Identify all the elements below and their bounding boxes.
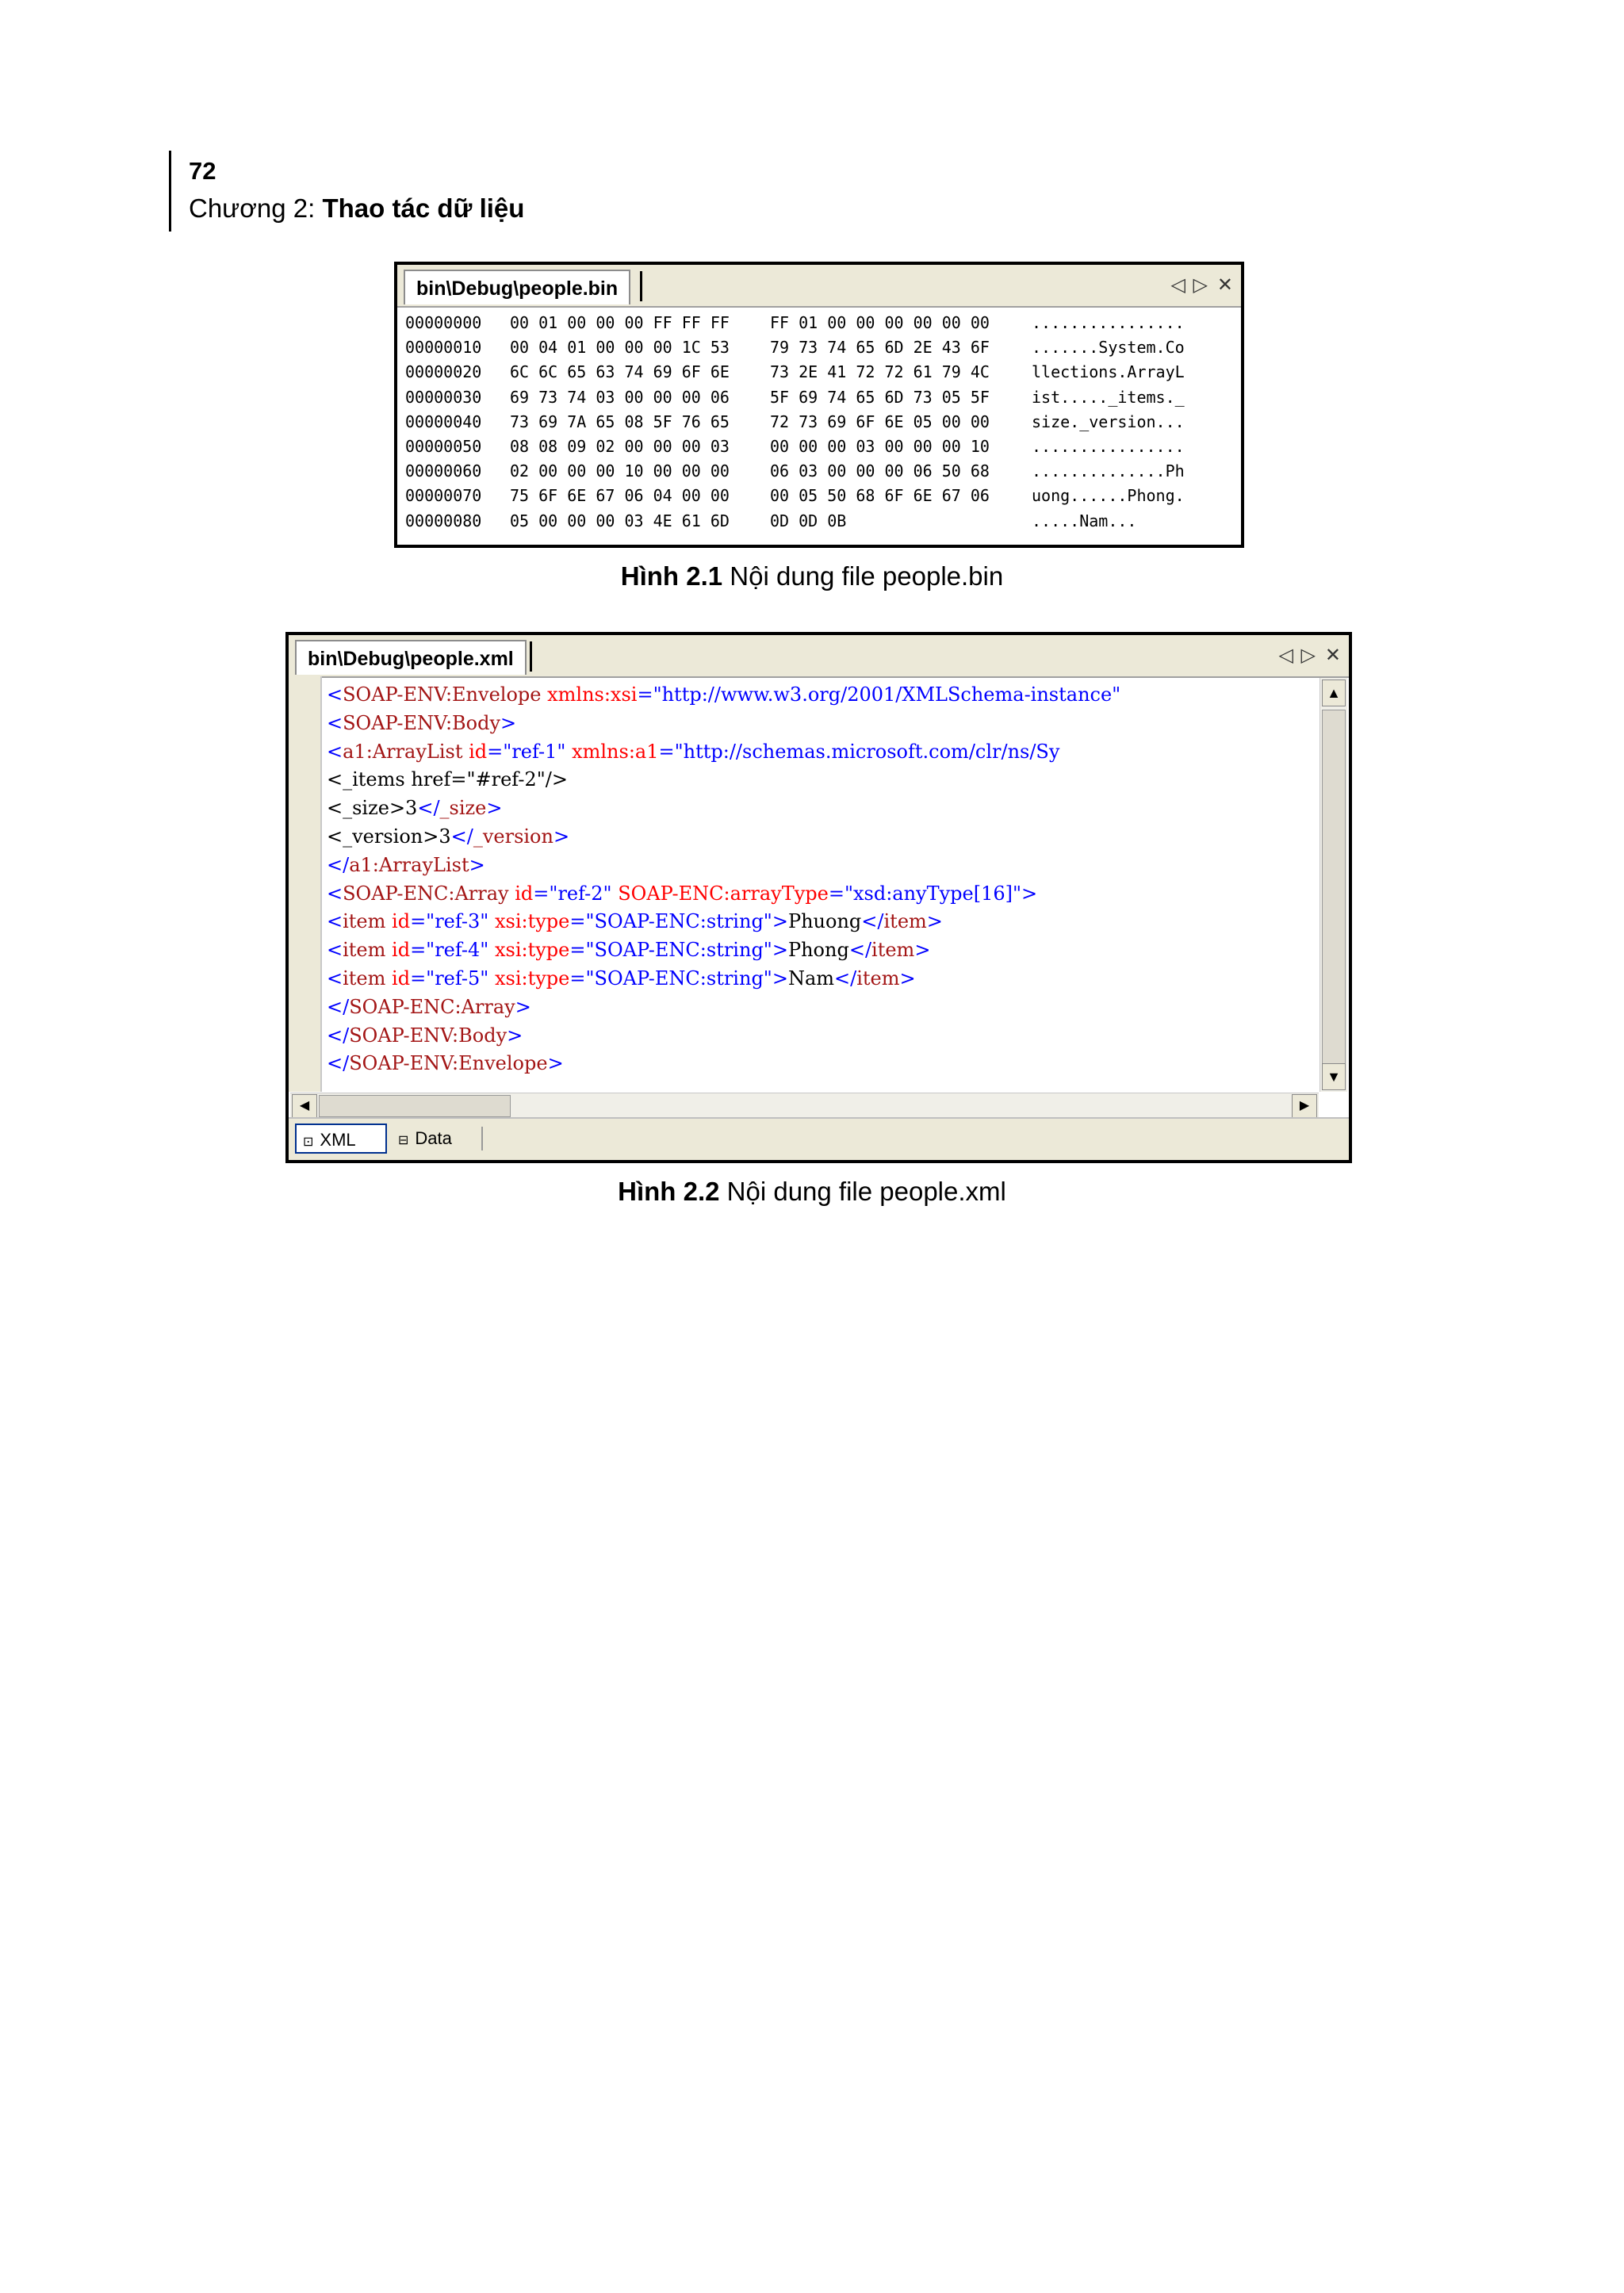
chapter-heading [189,193,524,224]
hex-address: 00000050 [405,437,482,456]
hex-address: 00000010 [405,338,482,358]
code-line: </SOAP-ENV:Body> [327,1024,523,1047]
hex-address: 00000030 [405,387,482,407]
code-line: <_version>3</_version> [327,825,570,848]
close-icon[interactable]: ✕ [1216,274,1233,296]
scroll-left-icon[interactable]: ◁ [1170,274,1185,296]
hex-address: 00000040 [405,412,482,431]
hex-bytes: 00 00 00 03 00 00 00 10 [770,437,990,456]
close-icon[interactable]: ✕ [1324,645,1341,666]
hex-address: 00000080 [405,511,482,530]
hex-bytes: 02 00 00 00 10 00 00 00 [510,461,730,481]
xml-view-icon: ⊡ [303,1135,314,1149]
hex-bytes: 05 00 00 00 03 4E 61 6D [510,511,730,530]
code-line: <SOAP-ENV:Envelope xmlns:xsi="http://www.w3.org/2001/XMLSchema-instance" [327,683,1121,706]
status-separator [481,1127,483,1150]
scroll-left-icon[interactable]: ◁ [1278,645,1293,666]
code-line: <_size>3</_size> [327,797,503,820]
scroll-up-icon[interactable]: ▲ [1322,679,1346,706]
hex-ascii: ..............Ph [1032,461,1185,481]
scroll-right-icon[interactable]: ▷ [1193,274,1208,296]
figure-2-text: Nội dung file people.xml [719,1177,1006,1206]
code-line: <SOAP-ENV:Body> [327,711,517,734]
figure-1-text: Nội dung file people.bin [722,561,1004,591]
hex-ascii: ................ [1032,313,1185,332]
code-line: <item id="ref-3" xsi:type="SOAP-ENC:string">Phuong</item> [327,910,943,933]
tab-separator [530,641,532,672]
view-switcher-bar [289,1117,1349,1160]
code-line: <_items href="#ref-2"/> [327,768,568,791]
tab-xml[interactable]: ⊡ XML [295,1124,387,1154]
hex-bytes: 6C 6C 65 63 74 69 6F 6E [510,362,730,382]
hex-bytes: 5F 69 74 65 6D 73 05 5F [770,387,990,407]
code-line: </a1:ArrayList> [327,853,485,876]
hex-bytes: FF 01 00 00 00 00 00 00 [770,313,990,332]
vertical-scrollbar[interactable] [1320,678,1347,1092]
hex-ascii: size._version... [1032,412,1185,431]
hex-ascii: uong......Phong. [1032,486,1185,506]
hex-bytes: 00 04 01 00 00 00 1C 53 [510,338,730,358]
hex-bytes: 75 6F 6E 67 06 04 00 00 [510,486,730,506]
figure-1-label: Hình 2.1 [620,561,723,591]
code-line: <item id="ref-5" xsi:type="SOAP-ENC:string">Nam</item> [327,967,916,990]
hex-view[interactable] [405,311,1233,540]
hex-address: 00000020 [405,362,482,382]
horizontal-scrollbar[interactable] [290,1093,1319,1119]
vertical-scroll-thumb[interactable] [1322,710,1346,1076]
scroll-down-icon[interactable]: ▼ [1322,1063,1346,1090]
figure-2-label: Hình 2.2 [618,1177,720,1206]
hex-bytes: 00 01 00 00 00 FF FF FF [510,313,730,332]
hex-bytes: 06 03 00 00 00 06 50 68 [770,461,990,481]
chapter-prefix: Chương 2: [189,193,323,223]
hex-address: 00000060 [405,461,482,481]
scroll-right-icon[interactable]: ▷ [1300,645,1316,666]
page-number: 72 [189,157,216,185]
scroll-right-arrow-icon[interactable]: ▶ [1292,1094,1317,1118]
code-line: </SOAP-ENC:Array> [327,995,531,1018]
tab-separator [640,271,642,301]
hex-ascii: llections.ArrayL [1032,362,1185,382]
hex-bytes: 73 2E 41 72 72 61 79 4C [770,362,990,382]
data-view-icon: ⊟ [398,1134,409,1147]
tab-data[interactable]: ⊟ Data [392,1124,479,1154]
xml-code-area[interactable] [327,681,1314,1085]
scroll-left-arrow-icon[interactable]: ◀ [292,1094,317,1118]
hex-ascii: .....Nam... [1032,511,1137,530]
hex-address: 00000000 [405,313,482,332]
hex-ascii: .......System.Co [1032,338,1185,358]
window-tab-strip [397,265,1241,308]
code-line: <SOAP-ENC:Array id="ref-2" SOAP-ENC:arrayType="xsd:anyType[16]"> [327,882,1038,905]
figure-2-caption [0,1177,1624,1207]
tab-people-bin[interactable]: bin\Debug\people.bin [404,270,630,304]
hex-editor-window [394,262,1244,548]
hex-ascii: ................ [1032,437,1185,456]
code-line: <item id="ref-4" xsi:type="SOAP-ENC:string">Phong</item> [327,939,931,962]
hex-bytes: 08 08 09 02 00 00 00 03 [510,437,730,456]
hex-bytes: 0D 0D 0B [770,511,847,530]
code-line: <a1:ArrayList id="ref-1" xmlns:a1="http://schemas.microsoft.com/clr/ns/Sy [327,740,1060,763]
figure-1-caption [0,561,1624,591]
hex-bytes: 69 73 74 03 00 00 00 06 [510,387,730,407]
header-rule [169,151,171,232]
hex-bytes: 79 73 74 65 6D 2E 43 6F [770,338,990,358]
hex-bytes: 00 05 50 68 6F 6E 67 06 [770,486,990,506]
horizontal-scroll-thumb[interactable] [319,1095,511,1117]
tab-people-xml[interactable]: bin\Debug\people.xml [295,640,527,675]
editor-gutter [289,676,322,1092]
hex-address: 00000070 [405,486,482,506]
window-tab-strip [289,635,1349,678]
xml-editor-window [285,632,1352,1163]
code-line: </SOAP-ENV:Envelope> [327,1052,564,1075]
chapter-title: Thao tác dữ liệu [322,193,525,223]
hex-ascii: ist....._items._ [1032,387,1185,407]
hex-bytes: 72 73 69 6F 6E 05 00 00 [770,412,990,431]
hex-bytes: 73 69 7A 65 08 5F 76 65 [510,412,730,431]
